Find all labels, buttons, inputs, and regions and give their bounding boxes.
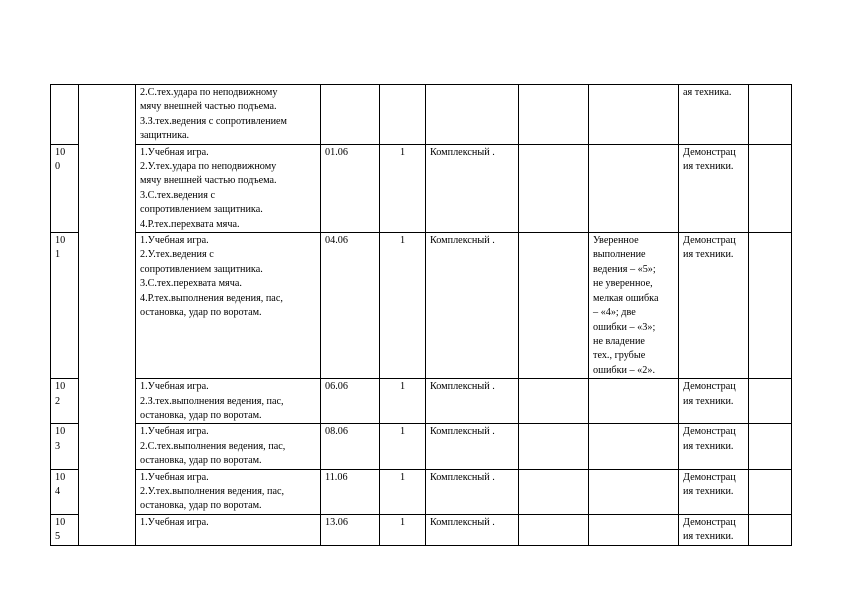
topic-line: остановка, удар по воротам. xyxy=(140,409,262,421)
criteria-line: мелкая ошибка xyxy=(593,292,659,304)
lesson-type-cell: Комплексный . xyxy=(426,233,519,379)
lesson-topic-cell xyxy=(136,514,321,545)
topic-line: остановка, удар по воротам. xyxy=(140,307,262,319)
criteria-line: – «4»; две xyxy=(593,307,636,319)
empty-cell xyxy=(519,85,589,145)
equipment-line: Демонстрац xyxy=(683,426,736,438)
topic-line: мячу внешней частью подъема. xyxy=(140,175,277,187)
lesson-topic-cell xyxy=(136,85,321,145)
lesson-number-cell xyxy=(51,424,79,469)
table-row xyxy=(51,469,792,514)
criteria-line: тех., грубые xyxy=(593,350,646,362)
notes-cell xyxy=(749,424,792,469)
topic-line: 2.У.тех.удара по неподвижному xyxy=(140,161,277,173)
notes-cell xyxy=(749,514,792,545)
lesson-number-cell xyxy=(51,469,79,514)
equipment-line: Демонстрац xyxy=(683,516,736,528)
control-criteria-cell xyxy=(589,514,679,545)
hours-cell: 1 xyxy=(380,144,426,232)
equipment-cell xyxy=(679,85,749,145)
date-cell: 11.06 xyxy=(321,469,380,514)
criteria-line: не владение xyxy=(593,335,645,347)
hours-cell: 1 xyxy=(380,379,426,424)
equipment-line: Демонстрац xyxy=(683,381,736,393)
empty-cell xyxy=(519,424,589,469)
lesson-number-cell xyxy=(51,379,79,424)
lesson-number-cell xyxy=(51,233,79,379)
lesson-number: 105 xyxy=(55,516,66,543)
equipment-line: ая техника. xyxy=(683,87,732,98)
hours-cell: 1 xyxy=(380,469,426,514)
notes-cell xyxy=(749,233,792,379)
lesson-number-cell xyxy=(51,514,79,545)
date-cell: 13.06 xyxy=(321,514,380,545)
empty-cell xyxy=(519,233,589,379)
topic-line: сопротивлением защитника. xyxy=(140,263,263,275)
lesson-plan-table xyxy=(50,84,792,546)
lesson-type-cell: Комплексный . xyxy=(426,144,519,232)
topic-line: 1.Учебная игра. xyxy=(140,471,209,483)
lesson-number: 100 xyxy=(55,146,66,173)
control-criteria-cell xyxy=(589,469,679,514)
lesson-number: 102 xyxy=(55,381,66,407)
section-cell xyxy=(79,85,136,546)
control-criteria-cell xyxy=(589,233,679,379)
lesson-number: 103 xyxy=(55,426,66,452)
equipment-line: ия техники. xyxy=(683,440,734,452)
control-criteria-cell xyxy=(589,379,679,424)
control-criteria-cell xyxy=(589,144,679,232)
notes-cell xyxy=(749,144,792,232)
topic-line: 1.Учебная игра. xyxy=(140,426,209,438)
topic-line: 3.С.тех.перехвата мяча. xyxy=(140,278,242,290)
topic-line: 1.Учебная игра. xyxy=(140,516,209,528)
equipment-line: Демонстрац xyxy=(683,471,736,483)
table-row xyxy=(51,144,792,232)
lesson-type-cell xyxy=(426,85,519,145)
table-row xyxy=(51,85,792,145)
topic-line: 3.С.тех.ведения с xyxy=(140,189,215,201)
hours-cell: 1 xyxy=(380,514,426,545)
control-criteria-cell xyxy=(589,424,679,469)
topic-line: 2.У.тех.выполнения ведения, пас, xyxy=(140,485,285,497)
table-row xyxy=(51,424,792,469)
topic-line: защитника. xyxy=(140,130,190,142)
lesson-type-cell: Комплексный . xyxy=(426,424,519,469)
empty-cell xyxy=(519,469,589,514)
equipment-line: Демонстрац xyxy=(683,146,736,158)
criteria-line: выполнение xyxy=(593,249,646,261)
date-cell: 04.06 xyxy=(321,233,380,379)
lesson-topic-cell xyxy=(136,233,321,379)
date-cell: 08.06 xyxy=(321,424,380,469)
topic-line: 1.Учебная игра. xyxy=(140,235,209,247)
equipment-cell xyxy=(679,233,749,379)
equipment-cell xyxy=(679,469,749,514)
lesson-number: 101 xyxy=(55,235,66,261)
empty-cell xyxy=(519,514,589,545)
date-cell xyxy=(321,85,380,145)
lesson-type-cell: Комплексный . xyxy=(426,379,519,424)
topic-line: мячу внешней частью подъема. xyxy=(140,101,277,113)
topic-line: сопротивлением защитника. xyxy=(140,204,263,216)
empty-cell xyxy=(519,379,589,424)
topic-line: 4.Р.тех.выполнения ведения, пас, xyxy=(140,292,283,304)
date-cell: 01.06 xyxy=(321,144,380,232)
lesson-topic-cell xyxy=(136,379,321,424)
topic-line: 2.З.тех.выполнения ведения, пас, xyxy=(140,395,284,407)
table-row xyxy=(51,514,792,545)
equipment-cell xyxy=(679,514,749,545)
table-body xyxy=(51,85,792,546)
equipment-line: ия техники. xyxy=(683,531,734,543)
lesson-topic-cell xyxy=(136,424,321,469)
lesson-number: 104 xyxy=(55,471,66,497)
topic-line: остановка, удар по воротам. xyxy=(140,455,262,467)
date-cell: 06.06 xyxy=(321,379,380,424)
equipment-cell xyxy=(679,144,749,232)
lesson-topic-cell xyxy=(136,469,321,514)
lesson-number-cell xyxy=(51,144,79,232)
topic-line: 2.С.тех.выполнения ведения, пас, xyxy=(140,440,286,452)
criteria-line: ведения – «5»; xyxy=(593,263,656,275)
topic-line: 4.Р.тех.перехвата мяча. xyxy=(140,218,240,230)
table-row xyxy=(51,379,792,424)
control-criteria-cell xyxy=(589,85,679,145)
criteria-line: Уверенное xyxy=(593,235,639,247)
criteria-line: ошибки – «2». xyxy=(593,364,655,376)
lesson-type-cell: Комплексный . xyxy=(426,514,519,545)
topic-line: 1.Учебная игра. xyxy=(140,381,209,393)
lesson-type-cell: Комплексный . xyxy=(426,469,519,514)
criteria-line: не уверенное, xyxy=(593,278,653,290)
equipment-line: Демонстрац xyxy=(683,235,736,247)
equipment-line: ия техники. xyxy=(683,249,734,261)
equipment-cell xyxy=(679,424,749,469)
topic-line: 1.Учебная игра. xyxy=(140,146,209,158)
lesson-number-cell xyxy=(51,85,79,145)
equipment-line: ия техники. xyxy=(683,161,734,173)
topic-line: 3.З.тех.ведения с сопротивлением xyxy=(140,115,287,127)
empty-cell xyxy=(519,144,589,232)
lesson-topic-cell xyxy=(136,144,321,232)
topic-line: остановка, удар по воротам. xyxy=(140,500,262,512)
notes-cell xyxy=(749,469,792,514)
notes-cell xyxy=(749,85,792,145)
table-row xyxy=(51,233,792,379)
topic-line: 2.С.тех.удара по неподвижному xyxy=(140,87,278,98)
equipment-cell xyxy=(679,379,749,424)
hours-cell: 1 xyxy=(380,424,426,469)
equipment-line: ия техники. xyxy=(683,485,734,497)
equipment-line: ия техники. xyxy=(683,395,734,407)
topic-line: 2.У.тех.ведения с xyxy=(140,249,214,261)
criteria-line: ошибки – «3»; xyxy=(593,321,656,333)
hours-cell: 1 xyxy=(380,233,426,379)
hours-cell xyxy=(380,85,426,145)
notes-cell xyxy=(749,379,792,424)
